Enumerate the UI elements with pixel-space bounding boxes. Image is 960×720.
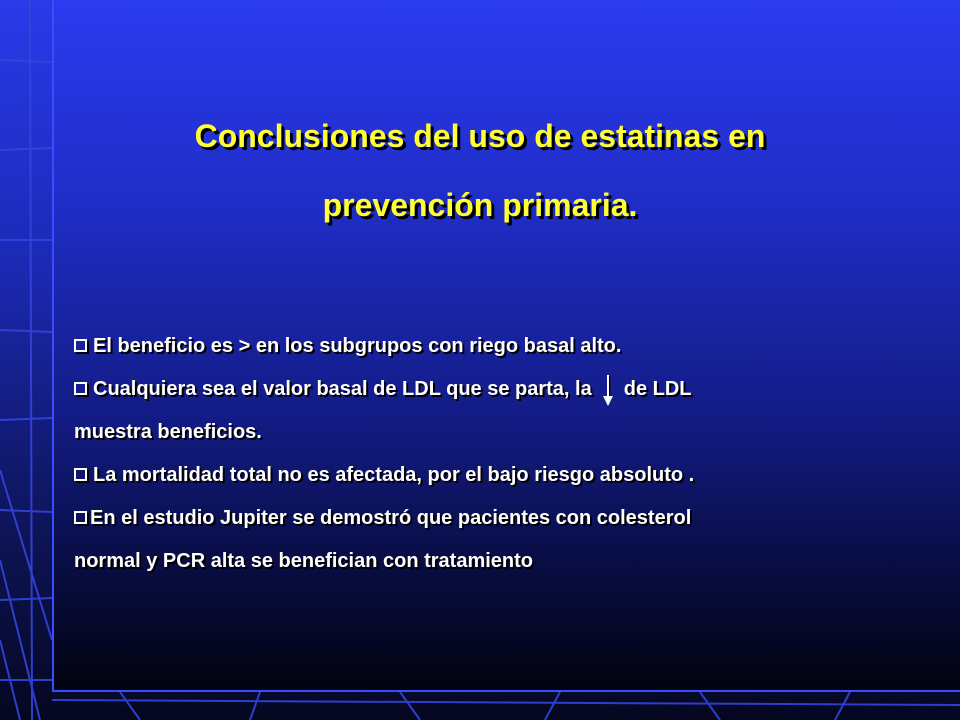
hollow-square-bullet-icon xyxy=(74,511,87,524)
bullet-item-3 xyxy=(74,454,894,497)
slide-title-line-2: prevención primaria. xyxy=(322,187,638,223)
hollow-square-bullet-icon xyxy=(74,339,87,352)
bullet-item-1 xyxy=(74,325,894,368)
bullet-text: La mortalidad total no es afectada, por el bajo riesgo absoluto . xyxy=(93,464,695,486)
hollow-square-bullet-icon xyxy=(74,382,87,395)
bullet-text: En el estudio Jupiter se demostró que pacientes con colesterol xyxy=(90,507,692,529)
bullet-text: de LDL xyxy=(623,378,692,400)
down-arrow-icon xyxy=(602,375,616,407)
bullet-item-2 xyxy=(74,368,894,411)
bullet-item-2-continuation: muestra beneficios. xyxy=(74,421,262,443)
bullet-text: El beneficio es > en los subgrupos con riego basal alto. xyxy=(93,335,622,357)
slide-title-line-1: Conclusiones del uso de estatinas en xyxy=(194,118,766,154)
bullet-item-4 xyxy=(74,497,894,540)
bullet-list xyxy=(74,325,894,583)
hollow-square-bullet-icon xyxy=(74,468,87,481)
bullet-text: Cualquiera sea el valor basal de LDL que se parta, la xyxy=(93,378,592,400)
bullet-item-4-continuation: normal y PCR alta se benefician con tratamiento xyxy=(74,550,534,572)
